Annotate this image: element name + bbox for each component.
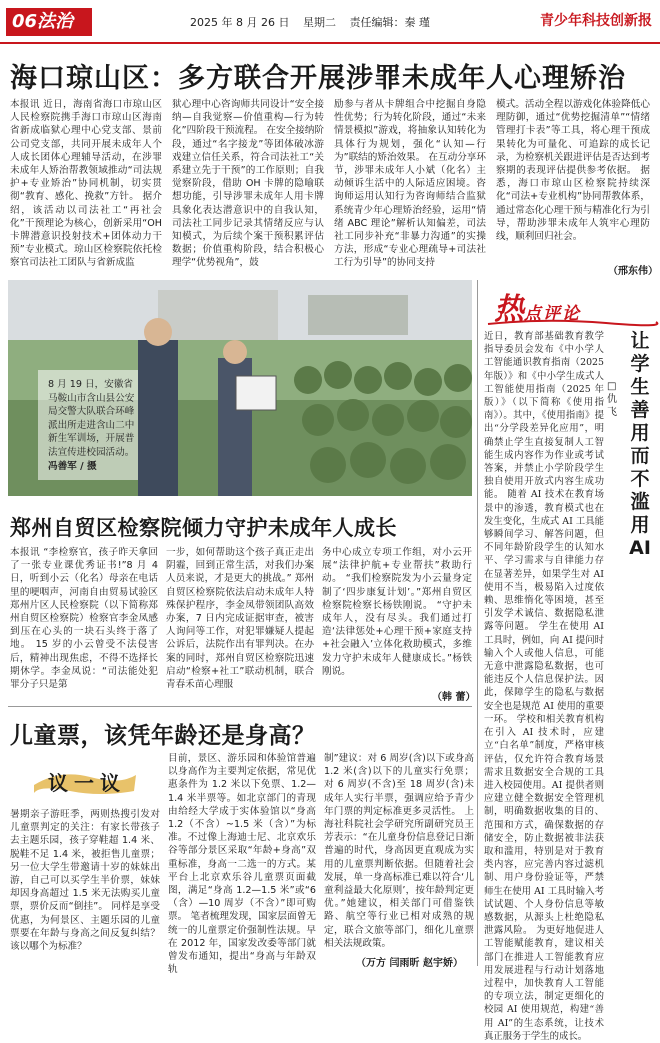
commentary-title: 让学生善用而不滥用AI — [629, 330, 651, 559]
story2-author: （韩 蕾） — [432, 692, 476, 703]
discussion-label: 议一议 — [48, 771, 126, 795]
issue-weekday: 星期二 — [302, 16, 336, 29]
newspaper-brand-logo: 青少年科技创新报 — [540, 13, 652, 29]
title-underline-icon — [486, 318, 658, 328]
story2-col3: 务中心成立专项工作组，对小云开展“法律护航+专业帮扶”救助行动。 “我们检察院发为小云量身定制了‘四步康复计划’。”郑州自贸区检察院检察长杨铁刚说。 “守护未成年人，没有尽头。我们通过打造‘法律惩处+心理干预+家庭支持+社会融入’立体化救助模式，多维发力守护未成年人健康成长。”杨铁刚说。 — [322, 547, 472, 677]
hot-commentary-sidebar — [482, 280, 654, 1042]
editor-credit: 责任编辑：秦 瑾 — [349, 16, 430, 29]
story1-col2: 狱心理中心咨询师共同设计“安全接纳—自我觉察—价值重构—行为转化”四阶段干预流程。 在安全接纳阶段，通过“名字接龙”等团体破冰游戏建立信任关系，符合司法社工“关系建立先于干预”的工作原则；自我觉察阶段，借助 OH 卡牌的隐喻联想功能，引导涉罪未成年人用卡牌具象化表达潜意识中的自我认知，司法社工同步记录其情绪反应与认知模式，为后续个案干预积累评估数据；价值重构阶段，结合积极心理学“优势视角”，鼓 — [172, 99, 324, 269]
photo-credit: 冯善军 / 摄 — [48, 461, 97, 472]
masthead-info — [190, 14, 440, 30]
masthead — [0, 0, 660, 44]
story1-col1: 本报讯 近日，海南省海口市琼山区人民检察院携手海口市琼山区海南省新成临狱心理中心党支部、景前公司党支部，共同开展未成年人个人成长团体心理辅导活动，在涉罪未成年人矫治帮教领域推动“司法规护+专业矫治”协同机制，切实贯彻“教育、感化、挽救”方针。 据介绍，该活动以司法社工“再社会化”干预理论为核心，创新采用“OH 卡牌潜意识投射技术+团体动力干预”专业模式。琼山区检察院依托检察官司法社工团队与省新成监 — [10, 99, 162, 269]
section-divider — [8, 706, 472, 707]
commentary-intro — [484, 330, 604, 1042]
column-divider — [477, 280, 478, 966]
story2-col2: 一步，如何帮助这个孩子真正走出阴霾，回到正常生活，对我们办案人员来说，才是更大的挑战。” 郑州自贸区检察院依法启动未成年人特殊保护程序，李金凤带领团队高效办案，7 日内完成证据审查，被害人询问等工作，对犯罪嫌疑人提起公诉后，法院作出有罪判决。在办案的同时，郑州自贸区检察院迅速启动“检察+社工”联动机制，联合青春禾苗心理服 — [166, 547, 314, 691]
story2-headline: 郑州自贸区检察院倾力守护未成年人成长 — [10, 516, 397, 540]
section-badge: 06法治 — [6, 8, 92, 36]
news-photo — [8, 280, 472, 496]
story3-col3: 制”建议：对 6 周岁(含)以下或身高 1.2 米(含)以下的儿童实行免票；对 6 周岁(不含)至 18 周岁(含)未成年人实行半票，强调应给予青少年门票的判定标准更多灵活性。 上海社科院社会学研究所副研究员王芳表示：“在儿童身份信息登记日渐普遍的时代，身高因更直观成为实用的儿童票判断依据。但随着社会发展，单一身高标准已难以符合‘儿童利益最大化原则’，按年龄判定更优。”她建议，相关部门可借鉴铁路、航空等行业已相对成熟的规定，联合文旅等部门，细化儿童票相关法规政策。 — [324, 753, 474, 949]
story1-col3: 励参与者从卡牌组合中挖掘自身隐性优势；行为转化阶段，通过“未来情景模拟”游戏，将抽象认知转化为具体行为规划，强化“认知—行为”联结的矫治效果。 在互动分享环节，涉罪未成年人小斌（化名）主动倾诉生活中的人际适应困境。咨询师运用认知行为咨询师结合监狱系统青少年心理矫治经验，运用“情绪 ABC 理论”解析认知偏差，司法社工同步补充“非暴力沟通”的实操方法，形成“专业心理疏导+司法社工行为引导”的协同支持 — [334, 99, 486, 269]
story3-author: （万方 闫雨昕 赵宇娇） — [356, 958, 463, 969]
commentary-author: □ 仇飞 — [607, 381, 617, 418]
issue-date: 2025 年 8 月 26 日 — [190, 16, 290, 29]
hot-title-big: 热 — [494, 292, 524, 327]
photo-caption: 8 月 19 日，安徽省马鞍山市含山县公安局交警大队联合环峰派出所走进含山二中新生军训场，开展普法宣传进校园活动。 — [48, 379, 135, 458]
story3-headline: 儿童票，该凭年龄还是身高？ — [10, 723, 316, 749]
story1-headline: 海口琼山区：多方联合开展涉罪未成年人心理矫治 — [10, 63, 626, 94]
story1-col4: 模式。活动全程以游戏化体验降低心理防御，通过“优势挖掘清单”“情绪管理打卡表”等工具，将心理干预成果转化为可量化、可追踪的成长记录，为检察机关跟进评估是否达到考察期的表现评估提供参考依据。 据悉，海口市琼山区检察院持续深化“司法+专业机构”协同帮教体系，通过常态化心理干预与精准化行为引导，帮助涉罪未成年人筑牢心理防线，顺利回归社会。 — [496, 99, 650, 243]
story1-author: （邢东伟） — [608, 266, 658, 277]
story2-col1: 本报讯 “李检察官，孩子昨天拿回了一张专业课优秀证书!”8 月 4 日，听到小云（化名）母亲在电话里的哽咽声，河南自由贸易试验区郑州片区人民检察院（以下简称郑州自贸区检察院）检察官李金凤感到压在心头的一块石头终于落了地。 15 岁的小云曾受不法侵害后，精神出现焦虑，不得不选择长期休学。李金凤说：“司法能处犯罪分子只是第 — [10, 547, 158, 691]
story3-col2: 目前，景区、游乐园和体验馆普遍以身高作为主要判定依据，常见优惠条件为 1.2 米以下免票、1.2—1.4 米半票等。如北京部门的青现由给经大学成于实体验馆以“身高 1.2（不含）~1.5 米（含）”为标准。不过像上海迪士尼、北京欢乐谷等部分景区采取“年龄+身高”双重标准，身高一二选一的方式。某平台上北京欢乐谷儿童票页面截图，满足“身高 1.2—1.5 米”或“6（含）—10 周岁（不含）”即可购票。 笔者梳理发现，国家层面曾无统一的儿童票定价强制性法规。早在 2012 年，国家发改委等部门就曾发布通知，提出“身高与年龄双轨 — [168, 753, 316, 976]
discussion-label-box — [30, 763, 140, 797]
hot-title-small: 点评论 — [524, 304, 581, 324]
story3-col1: 暑期亲子游旺季，两则热搜引发对儿童票判定的关注：有家长带孩子去主题乐园，孩子穿鞋超 1.4 米、脱鞋不足 1.4 米，被拒售儿童票；另一位大学生带邀请十岁的妹妹出游，自己可以买学生半价票，妹妹却因身高超过 1.5 米无法购买儿童票，票价反而“倒挂”。 同样是享受优惠，为何景区、主题乐园的儿童票要在年龄与身高之间反复纠结？该以哪个为标准？ — [10, 809, 160, 953]
commentary-text: 近日，教育部基础教育教学指导委员会发布《中小学人工智能通识教育指南（2025 年版）》和《中小学生成式人工智能使用指南（2025 年版）》（以下简称《使用指南》）。其中，《使用指南》提出“分学段差异化应用”，明确禁止学生直接复制人工智能生成内容作为作业或考试答案，并禁止小学阶段学生独自使用开放式内容生成功能。 随着 AI 技术在教育场景中的渗透，教育模式也在发生变化，生成式 AI 工具能够瞬间学习、解答问题，但不同年龄阶段学生的认知水平、学习需求与自律能力存在显著差异，如果学生对 AI 使用不当，极易陷入过度依赖、思维惰化等困境，甚至引发学术诚信、数据隐私泄露等问题。 学生在使用 AI 工具时，例如，向 AI 提问时输入个人或他人信息，可能无意中泄露隐私数据，也可能违反个人信息保护法。因此，保障学生的隐私与数据安全也是规范 AI 使用的重要一环。 学校和相关教育机构在引入 AI 技术时，应建立“白名单”制度，严格审核评估，仅允许符合教育场景需求且数据安全合规的工具进入校园使用。AI 提供者则应建立健全数据安全管理机制，明确数据收集的目的、范围和方式，确保数据的存储安全，防止数据被非法获取和滥用，特别是对于教育类内容，应完善内容过滤机制、用户身份验证等，严禁师生在使用 AI 工具时输入考试试题、个人身份信息等敏感数据，从源头上杜绝隐私泄露风险。 为更好地促进人工智能赋能教育，建议相关部门在推进人工智能教育应用发展进程与行动计划落地过程中，加快教育人工智能的专项立法，制定更细化的校园 AI 使用规范，构建“善用 AI”的生态系统，让技术真正服务于学生的成长。 — [484, 331, 604, 1042]
